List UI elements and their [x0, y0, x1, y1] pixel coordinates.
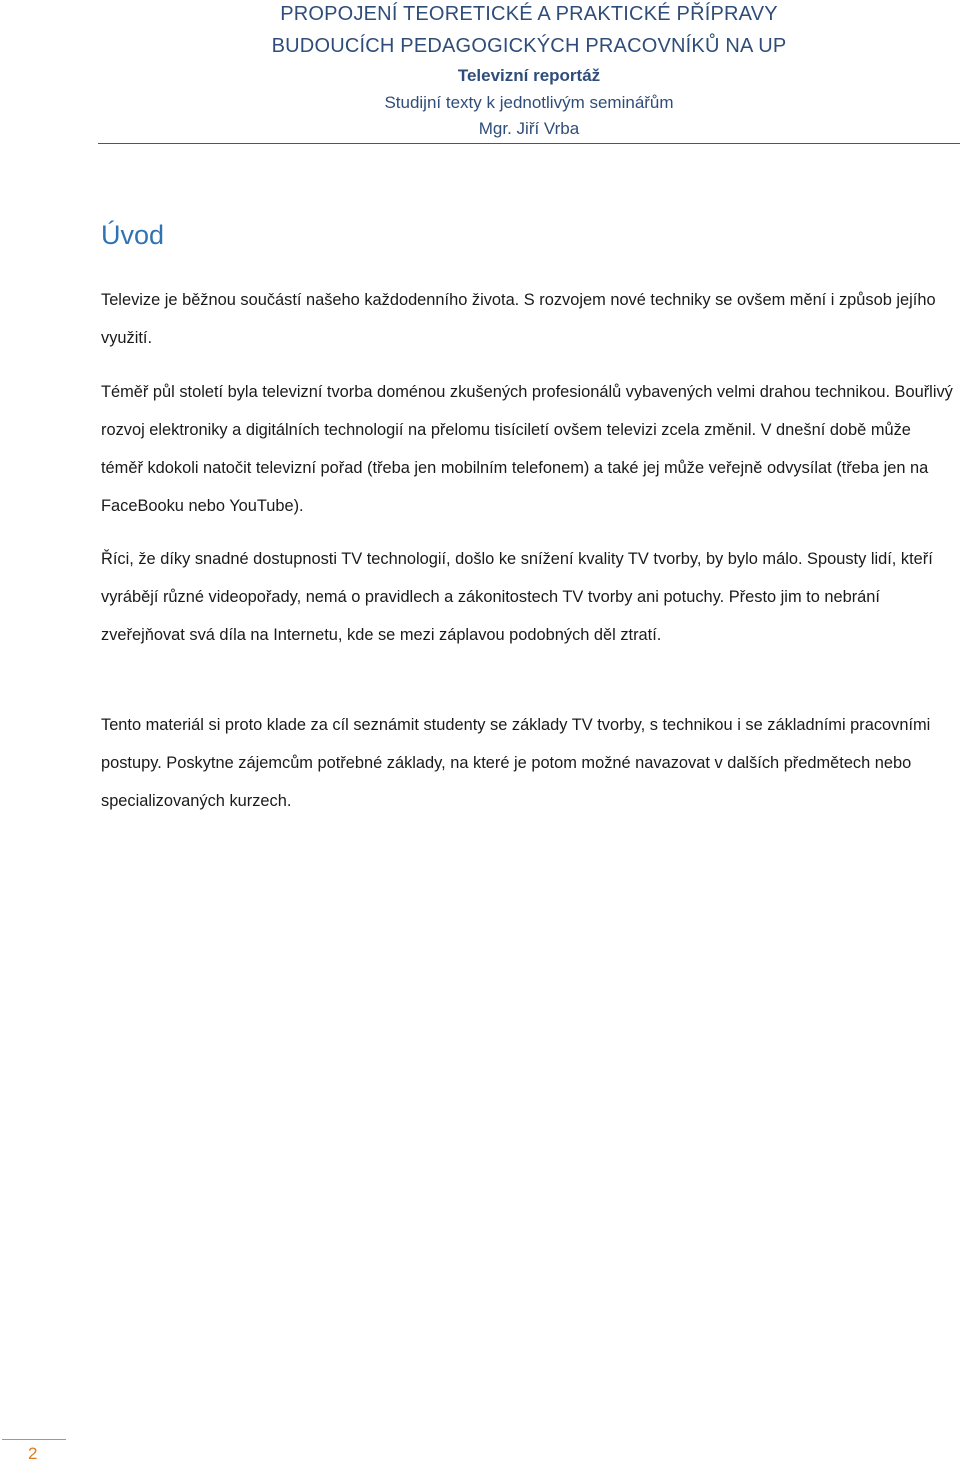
page-number: 2	[28, 1444, 38, 1463]
header-subtitle: Televizní reportáž	[457, 66, 601, 85]
paragraph-4: Tento materiál si proto klade za cíl seznámit studenty se základy TV tvorby, s technikou i se základními pracovními postupy. Poskytne zájemcům potřebné základy, na které je potom možné navazovat v dalších předmětech nebo specializovaných kurzech.	[101, 716, 931, 810]
header-title-line-2: BUDOUCÍCH PEDAGOGICKÝCH PRACOVNÍKŮ NA UP	[271, 35, 787, 57]
header-description: Studijní texty k jednotlivým seminářům	[384, 93, 674, 112]
paragraph-3: Říci, že díky snadné dostupnosti TV technologií, došlo ke snížení kvality TV tvorby, by bylo málo. Spousty lidí, kteří vyrábějí různé videopořady, nemá o pravidlech a zákonitostech TV tvorby ani potuchy. Přesto jim to nebrání zveřejňovat svá díla na Internetu, kde se mezi záplavou podobných děl ztratí.	[101, 550, 933, 644]
footer-divider	[2, 1439, 66, 1440]
paragraph-2: Téměř půl století byla televizní tvorba doménou zkušených profesionálů vybavených velmi drahou technikou. Bouřlivý rozvoj elektroniky a digitálních technologií na přelomu tisíciletí ovšem televizi zcela změnil. V dnešní době může téměř kdokoli natočit televizní pořad (třeba jen mobilním telefonem) a také jej může veřejně odvysílat (třeba jen na FaceBooku nebo YouTube).	[101, 383, 953, 515]
header-author: Mgr. Jiří Vrba	[478, 119, 580, 138]
page-header	[98, 0, 960, 144]
paragraph-1: Televize je běžnou součástí našeho každodenního života. S rozvojem nové techniky se ovšem mění i způsob jejího využití.	[101, 291, 936, 347]
header-title-line-1: PROPOJENÍ TEORETICKÉ A PRAKTICKÉ PŘÍPRAVY	[280, 3, 778, 25]
section-heading: Úvod	[101, 220, 165, 250]
